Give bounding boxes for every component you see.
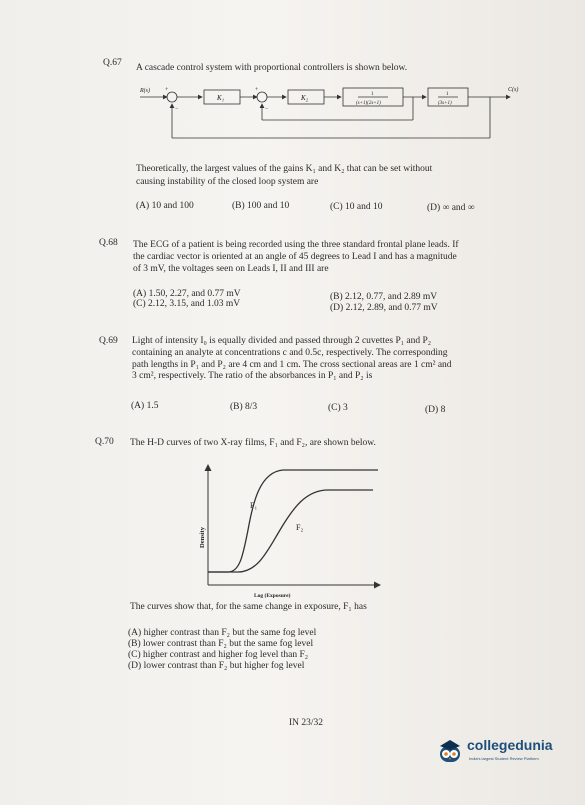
q69-line4: 3 cm², respectively. The ratio of the absorbances in P₁ and P₂ is — [132, 371, 373, 381]
summing-junction-1 — [167, 92, 177, 102]
q68-line1: The ECG of a patient is being recorded using the three standard frontal plane leads. If — [133, 240, 459, 250]
minus-sign-2: − — [265, 106, 269, 112]
f2-label: F₂ — [296, 523, 304, 532]
y-axis-label: Density — [199, 527, 206, 548]
q67-option-c[interactable]: (C) 10 and 10 — [330, 202, 383, 212]
g1-denominator: (s+1)(2s+1) — [356, 101, 381, 106]
k2-label: K₂ — [301, 94, 309, 102]
q70-option-b[interactable]: (B) lower contrast than F₂ but the same fog level — [128, 639, 314, 649]
q69-option-c[interactable]: (C) 3 — [328, 403, 348, 413]
plus-sign-2: + — [255, 87, 259, 93]
q68-line2: the cardiac vector is oriented at an angle of 45 degrees to Lead I and has a magnitude — [133, 252, 457, 262]
g2-numerator: 1 — [446, 92, 449, 97]
curve-f2 — [208, 490, 373, 572]
k1-label: K₁ — [217, 94, 225, 102]
q67-option-d[interactable]: (D) ∞ and ∞ — [427, 203, 475, 213]
owl-logo-icon — [437, 738, 463, 764]
q70-number: Q.70 — [95, 437, 114, 447]
q68-option-b[interactable]: (B) 2.12, 0.77, and 2.89 mV — [330, 292, 438, 302]
q69-line2: containing an analyte at concentrations c and 0.5c, respectively. The corresponding — [132, 348, 448, 358]
q69-line1: Light of intensity I₀ is equally divided and passed through 2 cuvettes P₁ and P₂ — [132, 336, 432, 346]
plus-sign-1: + — [165, 87, 169, 93]
input-label: R(s) — [140, 88, 150, 94]
q70-text: The H-D curves of two X-ray films, F₁ and F₂, are shown below. — [130, 438, 376, 448]
logo-tagline: India's largest Student Review Platform — [469, 756, 539, 761]
q69-line3: path lengths in P₁ and P₂ are 4 cm and 1 cm. The cross sectional areas are 1 cm² and — [132, 360, 452, 370]
q69-option-b[interactable]: (B) 8/3 — [230, 402, 258, 412]
page-number: IN 23/32 — [289, 718, 324, 728]
q67-line2: causing instability of the closed loop system are — [136, 177, 319, 187]
logo-name: collegedunia — [467, 737, 553, 753]
curve-f1 — [208, 470, 378, 572]
f1-label: F₁ — [250, 501, 258, 510]
q70-option-d[interactable]: (D) lower contrast than F₂ but higher fog level — [128, 661, 305, 671]
q70-option-c[interactable]: (C) higher contrast and higher fog level than F₂ — [128, 650, 309, 660]
q70-option-a[interactable]: (A) higher contrast than F₂ but the same fog level — [128, 628, 317, 638]
summing-junction-2 — [257, 92, 267, 102]
block-diagram — [130, 82, 530, 152]
q69-number: Q.69 — [99, 336, 118, 346]
output-label: C(s) — [508, 87, 519, 93]
q67-number: Q.67 — [103, 58, 122, 68]
g1-numerator: 1 — [371, 92, 374, 97]
q68-option-a[interactable]: (A) 1.50, 2.27, and 0.77 mV — [133, 289, 241, 299]
q68-option-d[interactable]: (D) 2.12, 2.89, and 0.77 mV — [330, 303, 438, 313]
q68-option-c[interactable]: (C) 2.12, 3.15, and 1.03 mV — [133, 299, 241, 309]
minus-sign-1: − — [175, 106, 179, 112]
q67-option-a[interactable]: (A) 10 and 100 — [136, 201, 194, 211]
q69-option-a[interactable]: (A) 1.5 — [131, 401, 159, 411]
q68-line3: of 3 mV, the voltages seen on Leads I, II and III are — [133, 264, 329, 274]
hd-curve-graph — [188, 460, 388, 600]
x-axis-label: Log (Exposure) — [254, 593, 291, 599]
collegedunia-logo[interactable] — [437, 736, 572, 770]
g2-denominator: (3s+1) — [438, 101, 452, 106]
q68-number: Q.68 — [99, 238, 118, 248]
q69-option-d[interactable]: (D) 8 — [425, 405, 446, 415]
q67-option-b[interactable]: (B) 100 and 10 — [232, 201, 290, 211]
q67-line1: Theoretically, the largest values of the gains K₁ and K₂ that can be set without — [136, 164, 433, 174]
q67-text: A cascade control system with proportional controllers is shown below. — [136, 63, 408, 73]
q70-line1: The curves show that, for the same change in exposure, F₁ has — [130, 602, 367, 612]
